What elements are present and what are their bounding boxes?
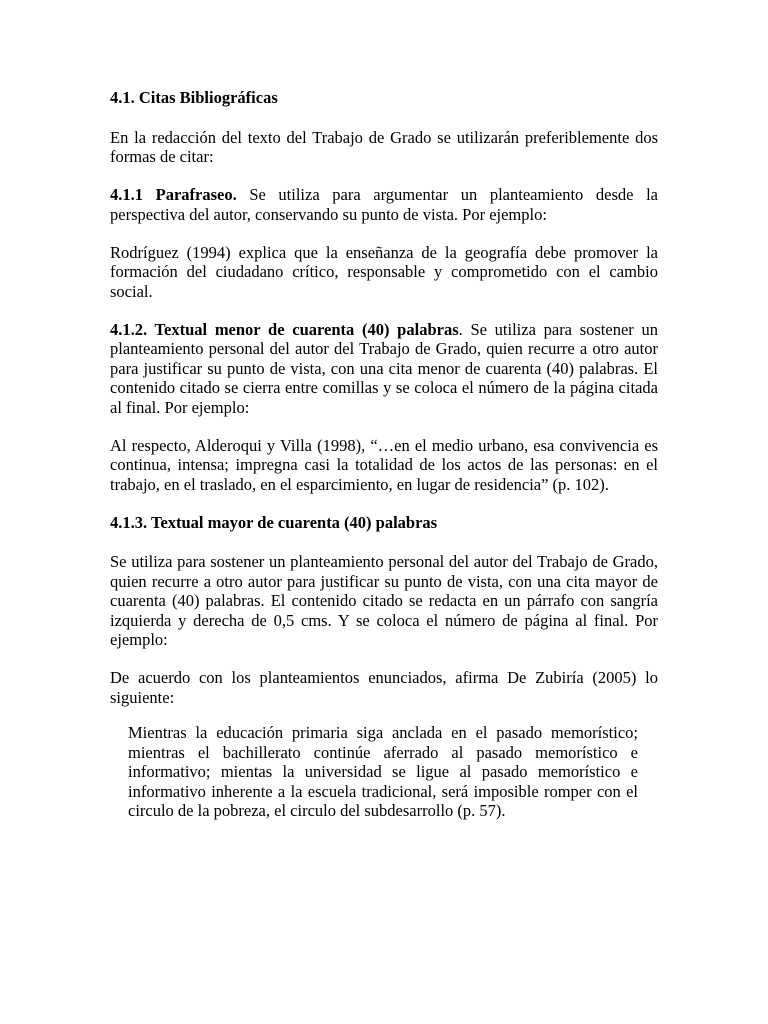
- long-quote-lead-in: De acuerdo con los planteamientos enunciados, afirma De Zubiría (2005) lo siguiente:: [110, 668, 658, 707]
- paraphrase-paragraph: [110, 185, 658, 224]
- short-quote-paragraph: [110, 320, 658, 418]
- long-quote-heading: 4.1.3. Textual mayor de cuarenta (40) palabras: [110, 512, 438, 532]
- short-quote-text: . Se utiliza para sostener un planteamiento personal del autor del Trabajo de Grado, quien recurre a otro autor para justificar su punto de vista, con una cita menor de cuarenta (40) palabras. El contenido citado se cierra entre comillas y se coloca el número de la página citada al final. Por ejemplo:: [110, 319, 658, 417]
- short-quote-example: Al respecto, Alderoqui y Villa (1998), “…en el medio urbano, esa convivencia es continua, intensa; impregna casi la totalidad de los actos de las personas: en el trabajo, en el traslado, en el esparcimiento, en lugar de residencia” (p. 102).: [110, 435, 658, 494]
- paraphrase-label: 4.1.1 Parafraseo.: [110, 185, 237, 204]
- short-quote-label: 4.1.2. Textual menor de cuarenta (40) palabras: [110, 319, 459, 339]
- document-page: [110, 88, 658, 821]
- section-title: 4.1. Citas Bibliográficas: [110, 88, 278, 107]
- long-quote-paragraph: Se utiliza para sostener un planteamiento personal del autor del Trabajo de Grado, quien recurre a otro autor para justificar su punto de vista, con una cita mayor de cuarenta (40) palabras. El contenido citado se redacta en un párrafo con sangría izquierda y derecha de 0,5 cms. Y se coloca el número de página al final. Por ejemplo:: [110, 552, 658, 649]
- intro-paragraph: En la redacción del texto del Trabajo de Grado se utilizarán preferiblemente dos formas de citar:: [110, 127, 658, 166]
- paraphrase-text: Se utiliza para argumentar un planteamiento desde la perspectiva del autor, conservando su punto de vista. Por ejemplo:: [110, 185, 658, 224]
- block-quote: Mientras la educación primaria siga anclada en el pasado memorístico; mientras el bachillerato continúe aferrado al pasado memorístico e informativo; mientas la universidad se ligue al pasado memorístico e informativo inherente a la escuela tradicional, será imposible romper con el circulo de la pobreza, el circulo del subdesarrollo (p. 57).: [128, 723, 638, 820]
- paraphrase-example: Rodríguez (1994) explica que la enseñanza de la geografía debe promover la formación del ciudadano crítico, responsable y comprometido con el cambio social.: [110, 242, 658, 301]
